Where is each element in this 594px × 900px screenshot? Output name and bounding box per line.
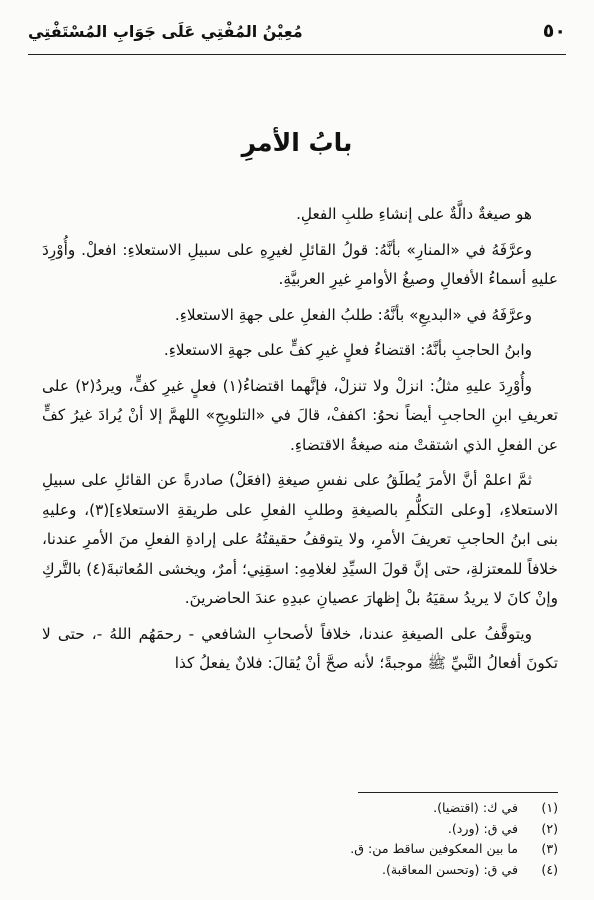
footnote-number: (٢) <box>541 820 558 836</box>
paragraph: هو صيغةٌ دالَّةٌ على إنشاءِ طلبِ الفعلِ. <box>296 205 532 223</box>
header-divider <box>28 54 566 55</box>
paragraph: وابنُ الحاجبِ بأنَّهُ: اقتضاءُ فعلٍ غيرِ كفٍّ على جهةِ الاستعلاءِ. <box>163 341 532 359</box>
footnote-divider <box>358 792 558 793</box>
footnote-number: (١) <box>541 800 558 815</box>
footnote <box>36 819 558 840</box>
footnote-number: (٣) <box>541 841 558 856</box>
footnotes <box>36 798 558 880</box>
footnote-text: ما بين المعكوفين ساقط من: ق. <box>350 841 518 856</box>
paragraph: وعرَّفَهُ في «المنارِ» بأنَّهُ: قولُ القائلِ لغيرِهِ على سبيلِ الاستعلاءِ: افعلْ. وأُوْرِدَ عليهِ أسماءُ الأفعالِ وصيغُ الأوامرِ غيرِ العربيَّةِ. <box>42 240 558 288</box>
paragraph: وأُوْرِدَ عليهِ مثلُ: انزلْ ولا تنزلْ، فإنَّهما اقتضاءُ(١) فعلٍ غيرِ كفٍّ، ويردُ(٢) على تعريفِ ابنِ الحاجبِ أيضاً نحوُ: اكففْ، قالَ في «التلويحِ» اللهمَّ إلا أنْ يُرادَ غيرُ كفٍّ عن الفعلِ الذي اشتقتْ منه صيغةُ الاقتضاءِ. <box>42 376 558 454</box>
footnote <box>36 839 558 860</box>
body-text <box>42 200 558 679</box>
paragraph: وعرَّفَهُ في «البديعِ» بأنَّهُ: طلبُ الفعلِ على جهةِ الاستعلاءِ. <box>174 305 532 324</box>
page-number: ٥٠ <box>542 20 566 42</box>
footnote-text: في ك: (اقتضيا). <box>433 800 518 815</box>
page-header <box>28 12 566 52</box>
running-title: مُعِيْنُ المُفْتِي عَلَى جَوَابِ المُسْتَفْتِي <box>28 22 303 41</box>
footnote-number: (٤) <box>541 861 558 877</box>
footnote <box>36 798 558 819</box>
footnote-text: في ق: (وتحسن المعاقبة). <box>381 861 518 877</box>
chapter-title: بابُ الأمرِ <box>241 128 353 157</box>
paragraph: ويتوقَّفُ على الصيغةِ عندنا، خلافاً لأصحابِ الشافعي - رحمَهُم اللهُ -، حتى لا تكونَ أفعالُ النَّبيِّ ﷺ موجبةً؛ لأنه صحَّ أنْ يُقالَ: فلانٌ يفعلُ كذا <box>42 624 558 672</box>
footnote <box>36 860 558 881</box>
footnote-text: في ق: (ورد). <box>447 820 518 836</box>
paragraph: ثمَّ اعلمْ أنَّ الأمرَ يُطلَقُ على نفسِ صيغةِ (افعَلْ) صادرةً عن القائلِ على سبيلِ الاستعلاءِ، [وعلى التكلُّمِ بالصيغةِ وطلبِ الفعلِ على طريقةِ الاستعلاءِ](٣)، وعليهِ بنى ابنُ الحاجبِ تعريفَ الأمرِ، ولا يتوقفُ حقيقتُهُ على إرادةِ الفعلِ منَ الأمرِ عندنا، خلافاً للمعتزلةِ، حتى إنَّ قولَ السيِّدِ لغلامِهِ: اسقِنِي؛ أمرٌ، ويخشى المُعاتبةَ(٤) بالتَّركِ وإنْ كانَ لا يريدُ سقيَهُ بلْ إظهارَ عصيانِ عبدِهِ عندَ الحاضرينَ. <box>42 471 558 607</box>
